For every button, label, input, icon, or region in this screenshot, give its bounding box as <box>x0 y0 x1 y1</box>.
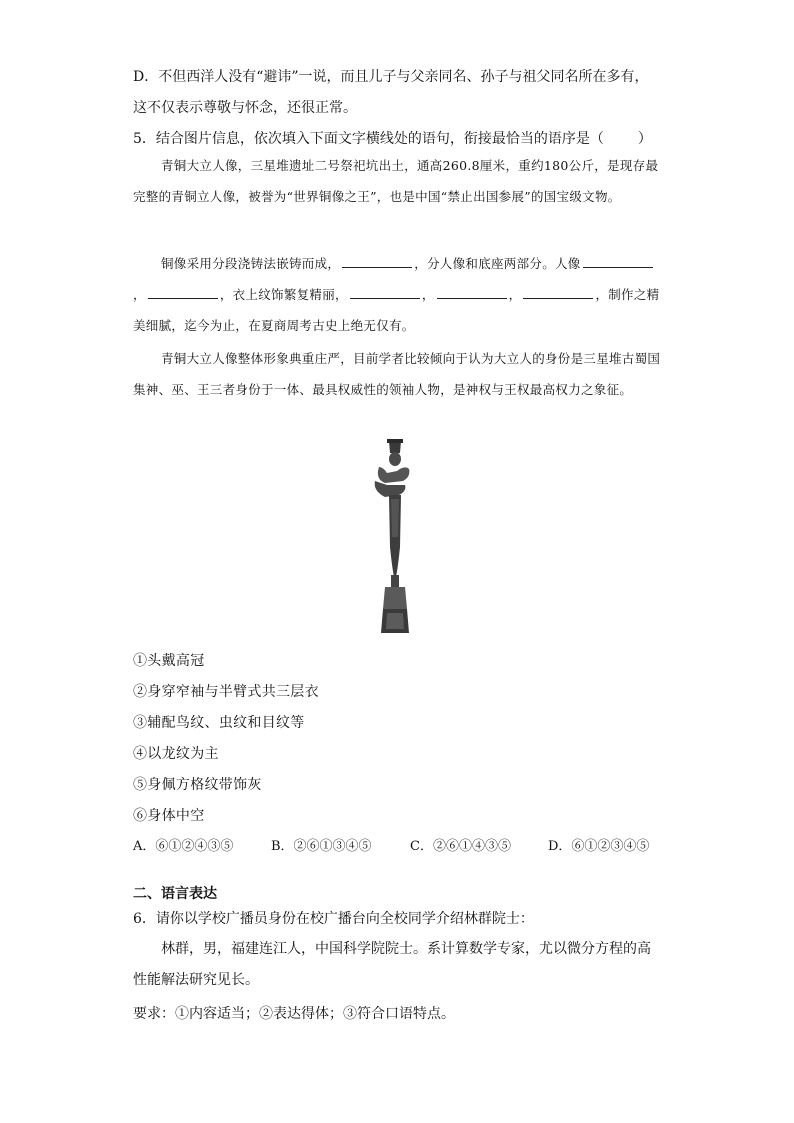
para2-part-a: 铜像采用分段浇铸法嵌铸而成， <box>161 256 341 271</box>
answer-blank-6[interactable] <box>523 284 593 299</box>
question-5-paren-close: ） <box>637 131 652 147</box>
question-5-stem <box>133 128 652 148</box>
answer-blank-5[interactable] <box>437 284 507 299</box>
answer-blank-2[interactable] <box>583 253 653 268</box>
choice-c[interactable]: C．②⑥①④③⑤ <box>410 839 511 854</box>
option-d-line2: 这不仅表示尊敬与怀念，还很正常。 <box>133 100 357 116</box>
question-6-stem: 6．请你以学校广播员身份在校广播台向全校同学介绍林群院士： <box>133 911 534 927</box>
question-5-text: 5．结合图片信息，依次填入下面文字横线处的语句，衔接最恰当的语序是（ <box>133 131 604 147</box>
answer-blank-3[interactable] <box>148 284 218 299</box>
bronze-statue-icon <box>365 437 425 637</box>
item-2: ②身穿窄袖与半臂式共三层衣 <box>133 684 319 700</box>
passage-paragraph-3: 青铜大立人像整体形象典重庄严，目前学者比较倾向于认为大立人的身份是三星堆古蜀国集神、巫、王三者身份于一体、最具权威性的领袖人物，是神权与王权最高权力之象征。 <box>133 351 661 397</box>
item-4: ④以龙纹为主 <box>133 746 219 762</box>
para2-part-c: ，衣上纹饰繁复精丽， <box>219 287 348 302</box>
answer-blank-1[interactable] <box>342 253 412 268</box>
question-6-requirement: 要求：①内容适当；②表达得体；③符合口语特点。 <box>133 1006 455 1022</box>
item-6: ⑥身体中空 <box>133 808 205 824</box>
para2-part-d: ，制作之精美细腻，迄今为止，在夏商周考古史上绝无仅有。 <box>133 287 660 333</box>
answer-blank-4[interactable] <box>350 284 420 299</box>
passage-paragraph-2: 铜像采用分段浇铸法嵌铸而成， ，分人像和底座两部分。人像， ，衣上纹饰繁复精丽， ， ， ，制作之精美细腻，迄今为止，在夏商周考古史上绝无仅有。 <box>133 248 663 341</box>
section-heading: 二、语言表达 <box>133 886 217 902</box>
option-d-line1: D．不但西洋人没有“避讳”一说，而且儿子与父亲同名、孙子与祖父同名所在多有， <box>133 69 649 85</box>
item-5: ⑤身佩方格纹带饰灰 <box>133 777 262 793</box>
choice-b[interactable]: B．②⑥①③④⑤ <box>271 839 372 854</box>
choice-a[interactable]: A．⑥①②④③⑤ <box>133 839 234 854</box>
passage-paragraph-1: 青铜大立人像，三星堆遗址二号祭祀坑出土，通高260.8厘米，重约180公斤，是现存最完整的青铜立人像，被誉为“世界铜像之王”，也是中国“禁止出国参展”的国宝级文物。 <box>133 158 659 204</box>
choice-d[interactable]: D．⑥①②③④⑤ <box>548 839 650 854</box>
item-1: ①头戴高冠 <box>133 653 205 669</box>
question-6-body: 林群，男，福建连江人，中国科学院院士。系计算数学专家，尤以微分方程的高性能解法研究见长。 <box>133 941 651 988</box>
item-3: ③辅配鸟纹、虫纹和目纹等 <box>133 715 305 731</box>
para2-part-b: ，分人像和底座两部分。人像 <box>414 256 581 271</box>
